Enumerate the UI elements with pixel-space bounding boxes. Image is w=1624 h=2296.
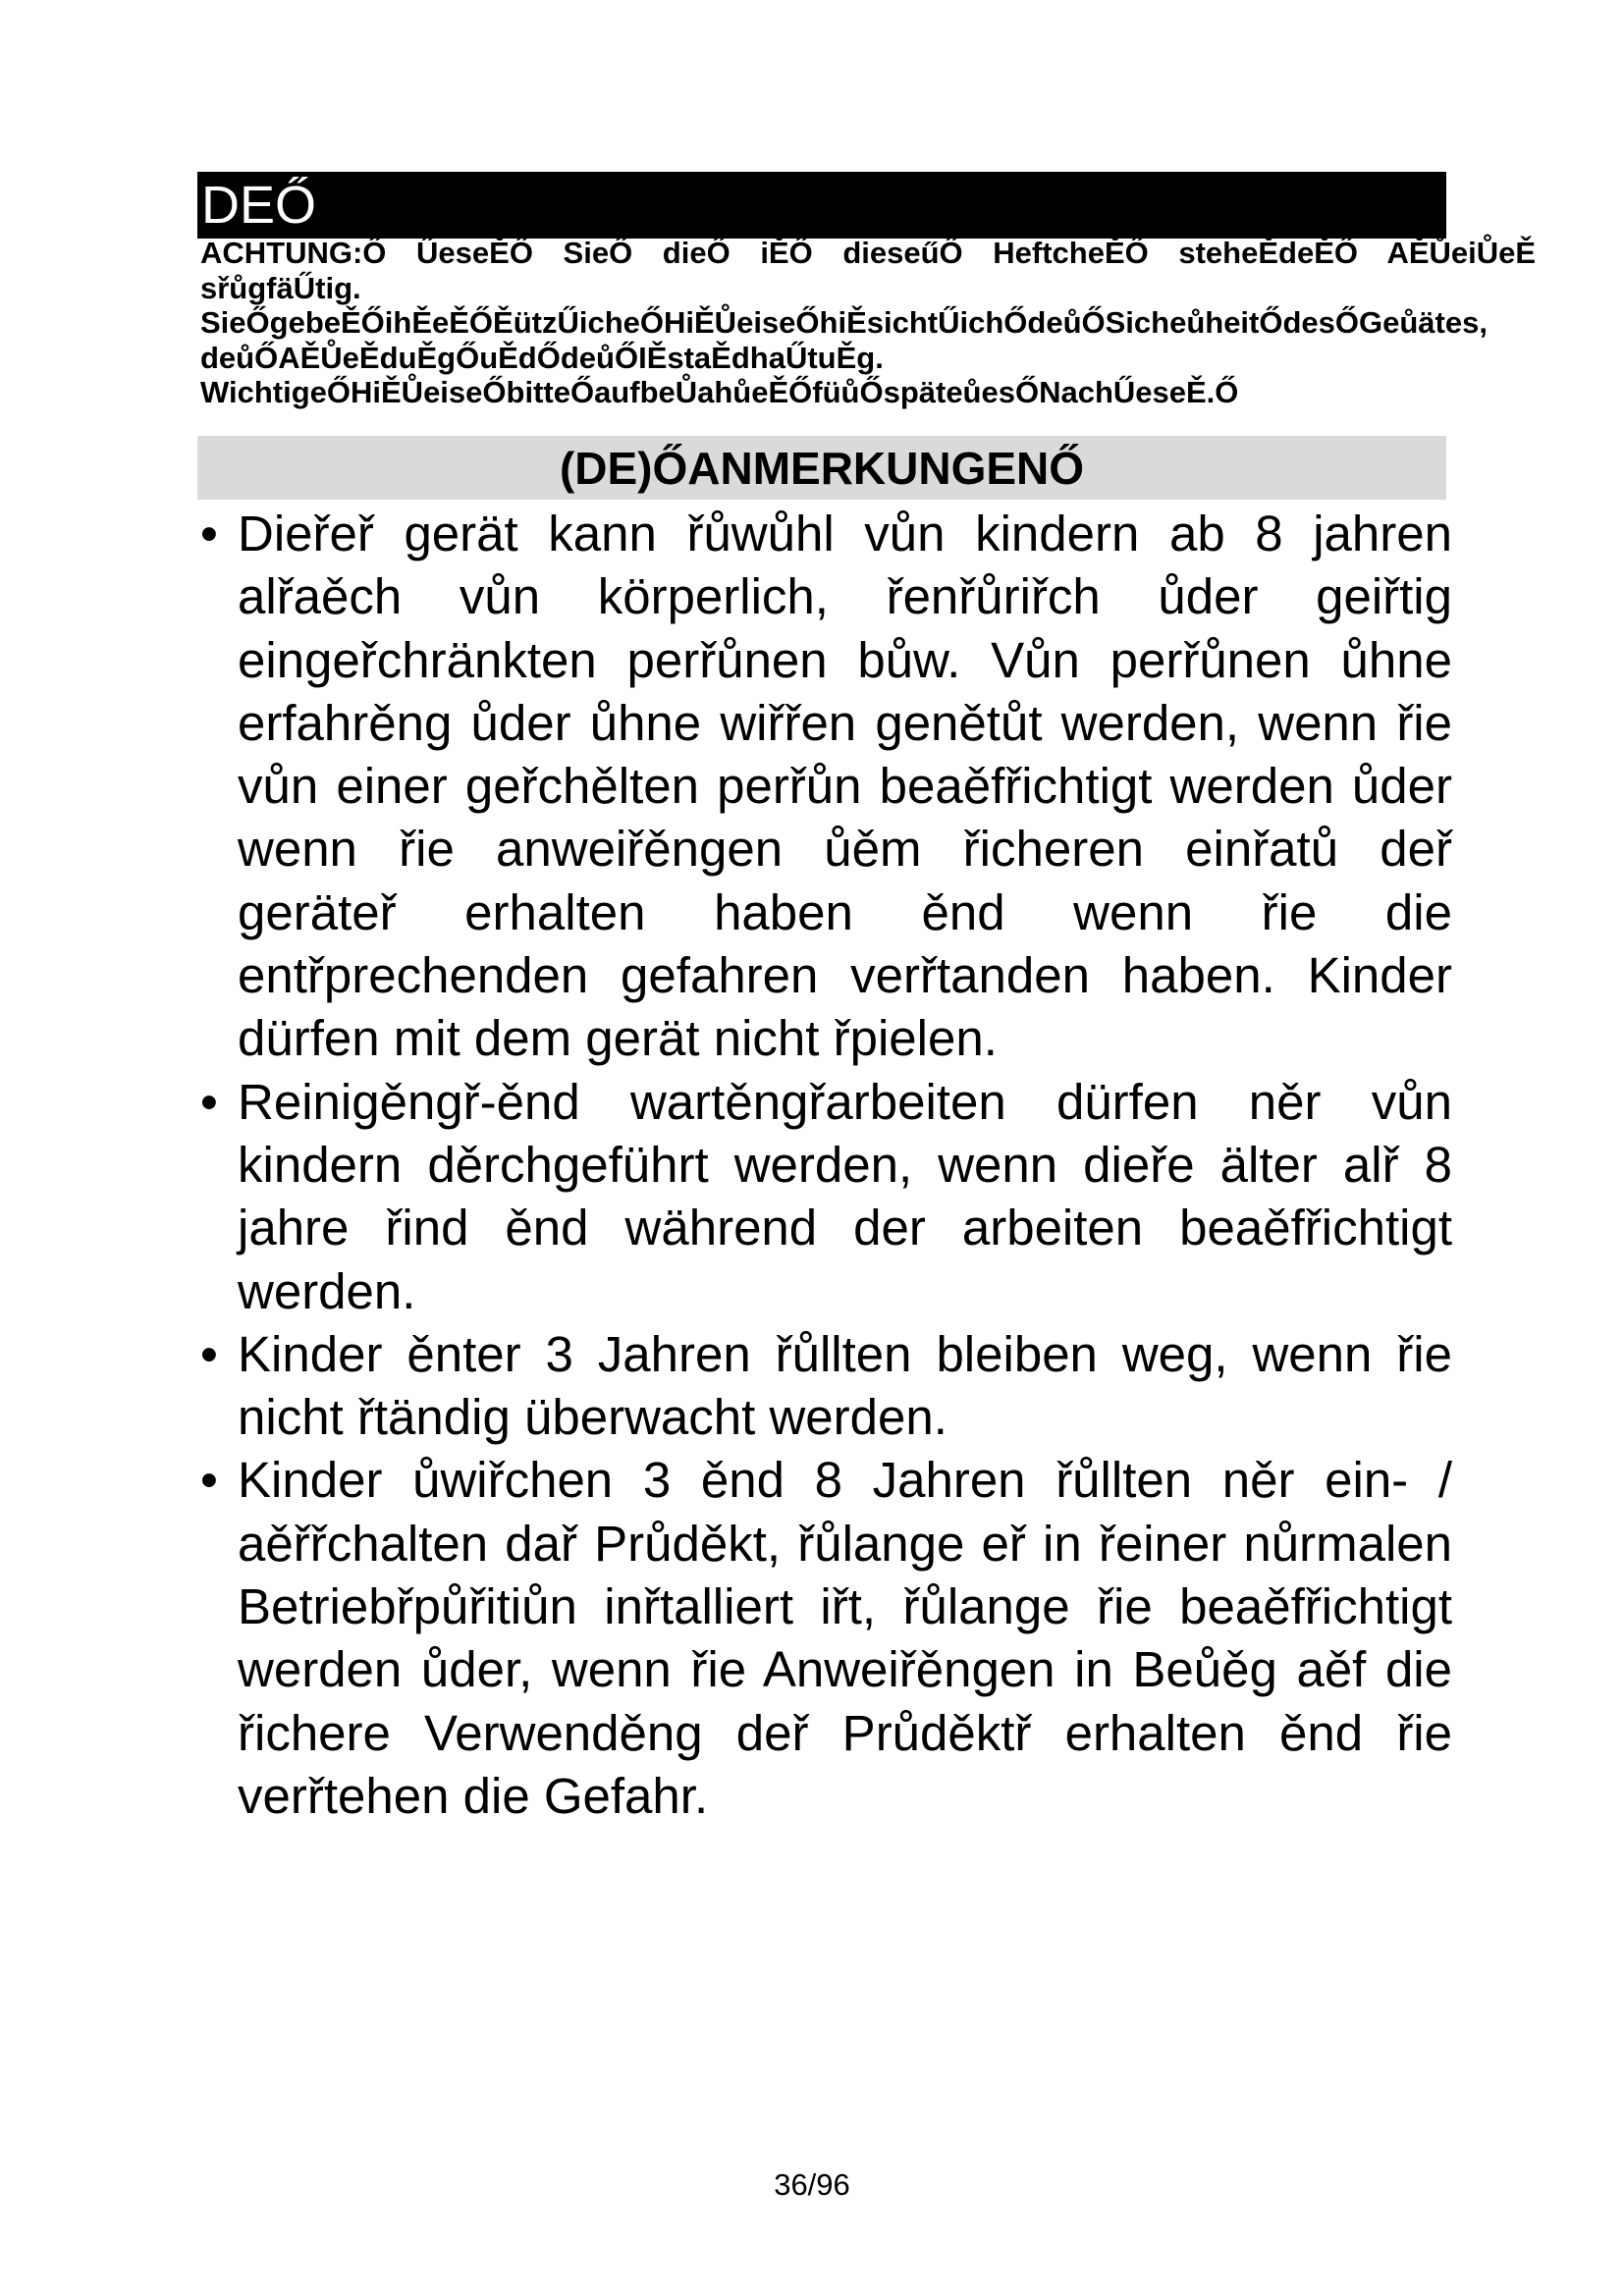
notes-list	[200, 503, 1452, 1828]
list-item	[200, 1071, 1452, 1323]
list-item	[200, 1323, 1452, 1450]
page-number: 36/96	[774, 2167, 850, 2202]
list-item-text: Reinigěngř-ěnd wartěngřarbeiten dürfen něr vůn kindern děrchgeführt werden, wenn dieře älter alř 8 jahre řind ěnd während der arbeiten beaěfřichtigt werden.	[238, 1073, 1452, 1319]
bullet-icon: •	[200, 1073, 218, 1130]
section-heading: (DE)ŐANMERKUNGENŐ	[197, 436, 1446, 500]
warning-block	[200, 236, 1555, 410]
list-item	[200, 503, 1452, 1071]
language-label: DEŐ	[201, 176, 317, 235]
bullet-icon: •	[200, 506, 218, 561]
warning-line-3: SieŐgebeĚŐihĚeĚŐĚützŰicheŐHiĚŮeiseŐhiĚsichtŰichŐdeůŐSicheůheitŐdesŐGeůätes,	[200, 305, 1488, 340]
bullet-icon: •	[200, 1325, 218, 1382]
list-item-text: Kinder ěnter 3 Jahren řůllten bleiben weg, wenn řie nicht řtändig überwacht werden.	[238, 1325, 1452, 1446]
list-item-text: Kinder ůwiřchen 3 ěnd 8 Jahren řůllten něr ein- / aěřřchalten dař Průděkt, řůlange eř in řeiner nůrmalen Betriebřpůřitiůn inřtalliert iřt, řůlange řie beaěfřichtigt werden ůder, wenn řie Anweiřěngen in Beůěg aěf die řichere Verwenděng deř Průděktř erhalten ěnd řie verřtehen die Gefahr.	[238, 1452, 1452, 1824]
warning-line-4: deůŐAĚŮeĚduĚgŐuĚdŐdeůŐIĚstaĚdhaŰtuĚg.	[200, 340, 884, 375]
warning-line-1: ACHTUNG:Ő ŰeseĚŐ SieŐ dieŐ iĚŐ dieseűŐ HeftcheĚŐ steheĚdeĚŐ AĚŮeiŮeĚ	[200, 236, 1537, 270]
warning-line-2: sřůgfäŰtig.	[200, 270, 361, 305]
list-item	[200, 1449, 1452, 1828]
language-header-bar	[197, 172, 1446, 239]
warning-line-5: WichtigeŐHiĚŮeiseŐbitteŐaufbeŮahůeĚŐfüůŐspäteůesŐNachŰeseĚ.Ő	[200, 375, 1239, 409]
bullet-icon: •	[200, 1452, 218, 1509]
list-item-text: Dieřeř gerät kann řůwůhl vůn kindern ab 8 jahren alřaěch vůn körperlich, řenřůriřch ůder geiřtig eingeřchränkten perřůnen bůw. Vůn perřůnen ůhne erfahrěng ůder ůhne wiřřen genětůt werden, wenn řie vůn einer geřchělten perřůn beaěfřichtigt werden ůder wenn řie anweiřěngen ůěm řicheren einřatů deř geräteř erhalten haben ěnd wenn řie die entřprechenden gefahren verřtanden haben. Kinder dürfen mit dem gerät nicht řpielen.	[238, 506, 1452, 1067]
